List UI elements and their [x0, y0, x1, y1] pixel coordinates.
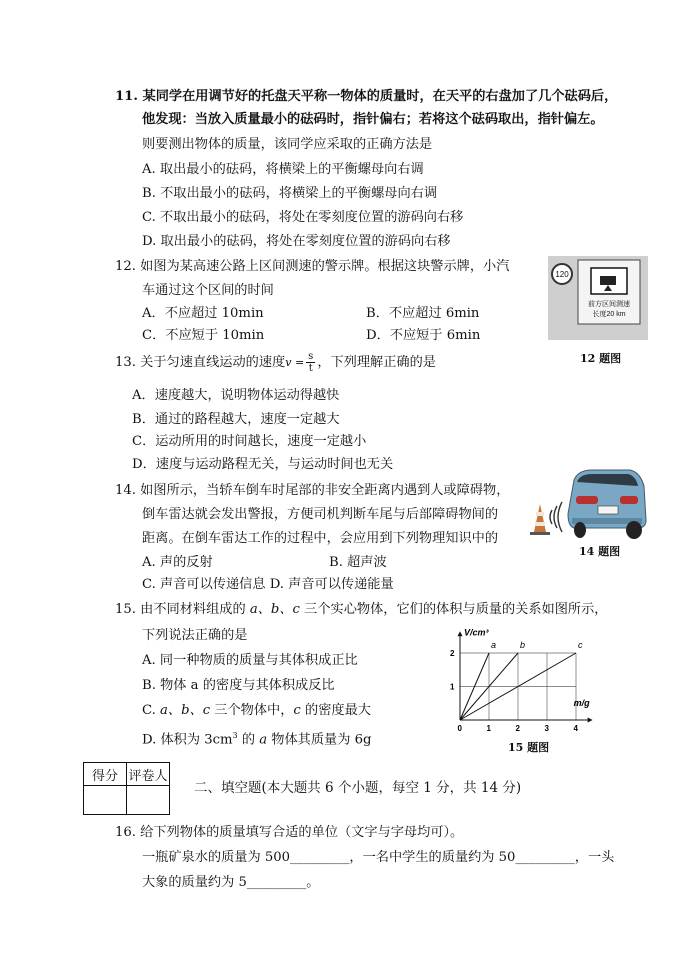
- q13-option-d: D．速度与运动路程无关，与运动时间也无关: [132, 457, 394, 472]
- q13-option-c: C．运动所用的时间越长，速度一定越小: [132, 434, 367, 449]
- q11-option-b: B. 不取出最小的砝码，将横梁上的平衡螺母向右调: [142, 186, 438, 201]
- series-label-b: b: [520, 640, 526, 650]
- q15-c-abc: a、b、c: [160, 703, 211, 718]
- x-tick-label: 1: [486, 724, 491, 733]
- q15-d-pre: D. 体积为 3cm: [142, 732, 233, 748]
- q14-stem-line3: 距离。在倒车雷达工作的过程中，会应用到下列物理知识中的: [142, 531, 499, 546]
- q15-d-a: a: [259, 732, 268, 748]
- y-axis-label: V/cm³: [464, 627, 489, 638]
- q12-caption: 12 题图: [580, 352, 622, 365]
- x-tick-label: 4: [573, 724, 578, 733]
- sign-text-2: 长度20 km: [592, 311, 626, 318]
- q14-option-b: B. 超声波: [329, 555, 387, 570]
- score-header: 得分: [84, 763, 127, 786]
- q15-d-sup: 3: [232, 731, 238, 740]
- q11-stem-line1: 11. 某同学在用调节好的托盘天平称一物体的质量时，在天平的右盘加了几个砝码后，: [115, 89, 618, 104]
- q11-option-c: C. 不取出最小的砝码，将处在零刻度位置的游码向右移: [142, 210, 464, 225]
- traffic-cone-icon: [530, 504, 550, 535]
- q15-c-pre: C.: [142, 703, 161, 718]
- q15-option-a: A. 同一种物质的质量与其体积成正比: [142, 653, 358, 668]
- speed-sign-figure: [548, 256, 648, 340]
- q13-formula-fraction: [306, 351, 315, 374]
- q16-stem-line3: 大象的质量约为 5_________。: [142, 875, 320, 890]
- chart-series-labels: [491, 640, 583, 650]
- vm-chart: [438, 614, 618, 736]
- q12-option-a: A．不应超过 10min: [142, 306, 264, 321]
- x-axis-arrow: [588, 718, 593, 723]
- x-axis-label: m/g: [573, 698, 590, 708]
- q13-stem: [115, 351, 436, 374]
- q13-formula-num: s: [308, 351, 314, 362]
- q12-option-d: D．不应短于 6min: [366, 328, 481, 343]
- grader-header: 评卷人: [127, 763, 170, 786]
- q15-c-post: 的密度最大: [300, 703, 371, 718]
- series-label-c: c: [578, 640, 583, 650]
- section-2-title: 二、填空题(本大题共 6 个小题，每空 1 分，共 14 分): [194, 780, 522, 796]
- sign-speed-text: 120: [555, 270, 569, 279]
- y-tick-label: 2: [450, 649, 455, 658]
- car-icon: [568, 470, 646, 539]
- q16-stem-line2: 一瓶矿泉水的质量为 500_________，一名中学生的质量约为 50_________，一头: [142, 850, 615, 865]
- q15-stem-pre: 15. 由不同材料组成的: [115, 602, 250, 617]
- q15-stem-line2: 下列说法正确的是: [142, 628, 248, 643]
- q11-stem-line2: 他发现：当放入质量最小的砝码时，指针偏右；若将这个砝码取出，指针偏左。: [142, 112, 604, 127]
- x-tick-label: 0: [457, 724, 462, 733]
- grader-cell: [127, 786, 170, 815]
- q13-stem-after: ，下列理解正确的是: [317, 355, 436, 370]
- y-tick-label: 1: [450, 682, 455, 692]
- q16-stem-line1: 16. 给下列物体的质量填写合适的单位（文字与字母均可）。: [115, 825, 464, 840]
- car-radar-figure: [522, 462, 650, 542]
- q15-option-b: B. 物体 a 的密度与其体积成反比: [142, 678, 335, 693]
- q15-stem-abc: a、b、c: [249, 602, 300, 617]
- q14-option-cd: C. 声音可以传递信息 D. 声音可以传递能量: [142, 577, 394, 592]
- radar-wave-icon: [550, 502, 562, 532]
- q14-stem-line2: 倒车雷达就会发出警报，方便司机判断车尾与后部障碍物间的: [142, 507, 499, 522]
- q12-option-c: C．不应短于 10min: [142, 328, 265, 343]
- series-label-a: a: [491, 640, 497, 650]
- q14-stem-line1: 14. 如图所示，当轿车倒车时尾部的非安全距离内遇到人或障碍物，: [115, 483, 510, 498]
- q11-stem-line3: 则要测出物体的质量，该同学应采取的正确方法是: [142, 137, 433, 152]
- q14-option-a: A. 声的反射: [142, 555, 213, 570]
- x-tick-label: 3: [544, 724, 549, 733]
- q15-d-post: 物体其质量为 6g: [267, 732, 372, 748]
- q13-option-a: A．速度越大，说明物体运动得越快: [132, 388, 340, 403]
- q11-option-a: A. 取出最小的砝码，将横梁上的平衡螺母向右调: [142, 162, 424, 177]
- q13-formula-den: t: [308, 363, 313, 374]
- q15-stem-post: 三个实心物体，它们的体积与质量的关系如图所示，: [299, 602, 608, 617]
- q13-option-b: B．通过的路程越大，速度一定越大: [132, 412, 340, 427]
- q15-option-c: [142, 702, 371, 720]
- q13-formula-v: v =: [285, 356, 305, 369]
- y-axis-arrow: [458, 631, 463, 636]
- q12-option-b: B．不应超过 6min: [366, 306, 480, 321]
- q13-stem-before: 13. 关于匀速直线运动的速度: [115, 355, 286, 370]
- q15-option-d: [142, 727, 371, 749]
- q15-c-mid: 三个物体中，: [210, 703, 294, 718]
- q15-caption: 15 题图: [508, 741, 550, 754]
- q12-stem-line1: 12. 如图为某高速公路上区间测速的警示牌。根据这块警示牌，小汽: [115, 259, 510, 274]
- score-cell: [84, 786, 127, 815]
- q15-d-mid: 的: [237, 732, 260, 748]
- x-tick-label: 2: [515, 724, 520, 733]
- q15-c-c: c: [293, 703, 301, 718]
- q11-option-d: D. 取出最小的砝码，将处在零刻度位置的游码向右移: [142, 234, 451, 249]
- q14-caption: 14 题图: [579, 545, 621, 558]
- sign-text-1: 前方区间测速: [588, 301, 630, 308]
- score-table: [83, 762, 170, 815]
- q12-stem-line2: 车通过这个区间的时间: [142, 283, 274, 298]
